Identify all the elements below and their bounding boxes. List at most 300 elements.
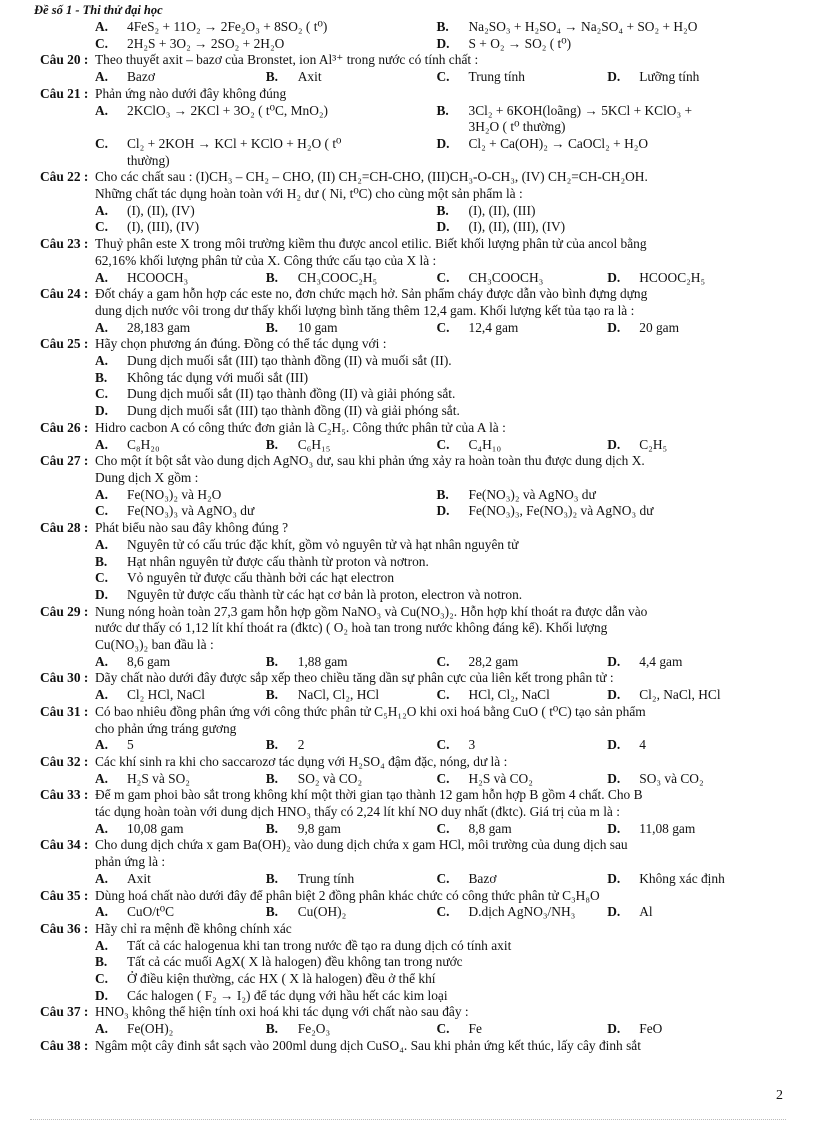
option-text: 20 gam: [639, 319, 680, 335]
option-label: A.: [95, 202, 109, 218]
question-text: HNO₃ không thể hiện tính oxi hoá khi tác dụng với chất nào sau đây :: [95, 1004, 469, 1020]
option-text: Trung tính: [297, 870, 355, 886]
option-group: [95, 771, 778, 788]
option-item: [437, 871, 608, 888]
option-group: [95, 19, 778, 36]
question-text: Cho dung dịch chứa x gam Ba(OH)₂ vào dung dịch chứa x gam HCl, môi trường của dung dịch sau: [95, 837, 628, 853]
option-item: [266, 821, 437, 838]
option-label: [95, 119, 117, 136]
option-label: A.: [95, 69, 109, 85]
option-label: B.: [265, 1021, 279, 1037]
question-continuation: [40, 854, 778, 871]
option-text: Trung tính: [468, 69, 525, 85]
option-label: A.: [95, 353, 109, 369]
option-group: [95, 69, 778, 86]
question-text: Theo thuyết axit – bazơ của Bronstet, ion Al³⁺ trong nước có tính chất :: [95, 52, 479, 68]
option-text: Fe(NO₃)₂ và H₂O: [127, 486, 222, 502]
option-item: [266, 69, 437, 86]
question-number: Câu 21 :: [40, 85, 89, 101]
question-number: Câu 27 :: [40, 453, 89, 469]
option-item: [607, 871, 778, 888]
option-text: Axit: [297, 69, 322, 85]
option-text: SO₃ và CO₂: [639, 770, 704, 786]
option-group: [95, 871, 778, 888]
option-text: 3H₂O ( t⁰ thường): [468, 119, 566, 135]
question-text: Phản ứng nào dưới đây không đúng: [95, 85, 287, 101]
option-text: 2H₂S + 3O₂ → 2SO₂ + 2H₂O: [127, 35, 285, 51]
option-item: [607, 654, 778, 671]
question-number: Câu 36 :: [40, 920, 89, 936]
option-label: A.: [95, 19, 109, 34]
question-row: [40, 754, 778, 771]
option-label: A.: [95, 269, 109, 285]
option-item: [95, 1021, 266, 1038]
option-group: [95, 219, 778, 236]
option-item: [95, 487, 437, 504]
option-item: [437, 771, 608, 788]
option-item: [607, 270, 778, 287]
option-item: [95, 153, 437, 170]
option-item: [437, 821, 608, 838]
option-text: Na₂SO₃ + H₂SO₄ → Na₂SO₄ + SO₂ + H₂O: [468, 19, 698, 34]
option-label: D.: [436, 219, 450, 235]
option-text: (I), (II), (IV): [127, 202, 195, 218]
option-label: D.: [607, 653, 621, 669]
option-label: D.: [436, 503, 450, 519]
option-group: [95, 119, 778, 136]
option-label: D.: [95, 987, 109, 1003]
option-item: [607, 437, 778, 454]
option-label: B.: [436, 19, 449, 34]
option-text: Cu(OH)₂: [297, 904, 347, 920]
option-text: C₆H₁₅: [297, 436, 331, 452]
question-number: Câu 31 :: [40, 703, 89, 719]
option-item: [437, 136, 779, 153]
options-row: [40, 69, 778, 86]
option-label: C.: [436, 904, 450, 920]
option-text: 1,88 gam: [297, 653, 348, 669]
question-row: [40, 1038, 778, 1055]
option-text: Dung dịch muối sắt (II) tạo thành đồng (II) và giải phóng sắt.: [127, 386, 456, 402]
option-text: CuO/t⁰C: [127, 904, 175, 920]
option-label: B.: [265, 870, 279, 886]
question-number: Câu 23 :: [40, 236, 89, 252]
option-item: [607, 687, 778, 704]
question-text: cho phản ứng tráng gương: [95, 720, 237, 736]
question-row: [40, 921, 778, 938]
option-text: 2KClO₃ → 2KCl + 3O₂ ( t⁰C, MnO₂): [127, 102, 329, 118]
option-group: [95, 954, 778, 971]
option-label: C.: [95, 219, 109, 235]
question-text: nước dư thấy có 1,12 lít khí thoát ra (đktc) ( O₂ hoà tan trong nước không đáng kể). Khối lượng: [95, 620, 608, 636]
options-row: [40, 587, 778, 604]
question-number: Câu 30 :: [40, 670, 89, 686]
option-text: Không xác định: [639, 870, 725, 886]
option-text: Fe(OH)₂: [127, 1021, 174, 1037]
option-item: [95, 36, 437, 53]
option-item: [95, 69, 266, 86]
option-group: [95, 136, 778, 153]
option-item: [266, 871, 437, 888]
option-label: A.: [95, 937, 109, 953]
question-row: [40, 169, 778, 186]
option-text: NaCl, Cl₂, HCl: [297, 687, 380, 703]
option-item: [266, 270, 437, 287]
question-number: Câu 29 :: [40, 603, 89, 619]
question-continuation: [40, 620, 778, 637]
question-number: Câu 35 :: [40, 887, 89, 903]
option-text: Lưỡng tính: [639, 69, 700, 85]
option-label: C.: [436, 687, 450, 703]
options-row: [40, 487, 778, 504]
option-group: [95, 370, 778, 387]
options-row: [40, 136, 778, 153]
question-text: Để m gam phoi bào sắt trong không khí một thời gian tạo thành 12 gam hỗn hợp B gồm 4 chất. Cho B: [95, 787, 643, 803]
question-row: [40, 787, 778, 804]
option-label: [437, 119, 459, 136]
option-item: [95, 386, 778, 403]
option-text: Axit: [127, 870, 151, 886]
option-text: CH₃COOC₂H₅: [297, 269, 378, 285]
option-group: [95, 821, 778, 838]
option-text: SO₂ và CO₂: [297, 770, 363, 786]
option-item: [437, 687, 608, 704]
question-text: Thuỷ phân este X trong môi trường kiềm thu được ancol etilic. Biết khối lượng phân tử của ancol bằng: [95, 236, 647, 252]
option-item: [95, 570, 778, 587]
option-text: Vỏ nguyên tử được cấu thành bởi các hạt electron: [127, 570, 395, 586]
option-item: [437, 503, 779, 520]
option-text: 28,183 gam: [127, 319, 191, 335]
option-item: [266, 320, 437, 337]
option-label: A.: [95, 1021, 109, 1037]
option-item: [437, 437, 608, 454]
option-label: C.: [436, 820, 450, 836]
options-row: [40, 386, 778, 403]
option-label: D.: [95, 586, 109, 602]
question-continuation: [40, 804, 778, 821]
option-item: [266, 904, 437, 921]
option-label: B.: [95, 369, 108, 385]
options-row: [40, 437, 778, 454]
option-label: D.: [607, 904, 621, 920]
option-text: Tất cả các halogenua khi tan trong nước đề tạo ra dung dịch có tính axit: [127, 937, 512, 953]
option-label: B.: [265, 770, 279, 786]
option-group: [95, 554, 778, 571]
option-text: 10,08 gam: [127, 820, 184, 836]
option-label: D.: [607, 737, 621, 753]
options-row: [40, 554, 778, 571]
option-label: A.: [95, 319, 109, 335]
option-label: D.: [607, 269, 621, 285]
option-text: HCOOC₂H₅: [639, 269, 706, 285]
option-item: [437, 904, 608, 921]
question-row: [40, 52, 778, 69]
option-label: B.: [265, 269, 279, 285]
options-row: [40, 320, 778, 337]
footer-divider: [30, 1119, 786, 1120]
question-text: Ngâm một cây đinh sắt sạch vào 200ml dung dịch CuSO₄. Sau khi phản ứng kết thúc, lấy cây đinh sắt: [95, 1037, 641, 1053]
option-item: [437, 69, 608, 86]
option-group: [95, 938, 778, 955]
option-item: [95, 954, 778, 971]
option-item: [95, 503, 437, 520]
option-text: Fe: [468, 1021, 482, 1037]
option-label: D.: [607, 1021, 621, 1037]
option-label: A.: [95, 536, 109, 552]
option-item: [437, 203, 779, 220]
option-group: [95, 270, 778, 287]
question-row: [40, 604, 778, 621]
option-item: [437, 219, 779, 236]
question-row: [40, 704, 778, 721]
question-text: tác dụng hoàn toàn với dung dịch HNO₃ thấy có 2,24 lít khí NO duy nhất (đktc). Giá trị của m là :: [95, 804, 620, 820]
question-number: Câu 37 :: [40, 1004, 89, 1020]
option-group: [95, 971, 778, 988]
option-label: C.: [436, 269, 450, 285]
question-row: [40, 236, 778, 253]
option-item: [607, 1021, 778, 1038]
option-label: A.: [95, 737, 109, 753]
option-item: [607, 771, 778, 788]
option-label: C.: [436, 737, 450, 753]
options-row: [40, 153, 778, 170]
option-item: [437, 103, 779, 120]
option-text: [117, 119, 437, 136]
option-item: [437, 737, 608, 754]
option-label: C.: [436, 653, 450, 669]
option-text: (I), (II), (III): [468, 202, 536, 218]
option-label: D.: [607, 870, 621, 886]
option-text: Cl₂ + 2KOH → KCl + KClO + H₂O ( t⁰: [127, 135, 342, 151]
option-group: [95, 503, 778, 520]
option-item: [607, 904, 778, 921]
page-header: Đề số 1 - Thi thử đại học: [34, 3, 163, 17]
option-text: 5: [127, 737, 134, 753]
question-row: [40, 670, 778, 687]
option-item: [266, 654, 437, 671]
option-label: C.: [436, 436, 450, 452]
question-text: 62,16% khối lượng phân tử của X. Công thức cấu tạo của X là :: [95, 252, 437, 268]
question-continuation: [40, 253, 778, 270]
option-label: D.: [607, 770, 621, 786]
option-group: [95, 36, 778, 53]
option-group: [95, 153, 778, 170]
option-label: A.: [95, 486, 109, 502]
option-item: [437, 119, 779, 136]
option-label: A.: [95, 102, 109, 118]
option-item: [95, 871, 266, 888]
option-item: [95, 821, 266, 838]
question-text: Phát biểu nào sau đây không đúng ?: [95, 520, 289, 536]
question-row: [40, 86, 778, 103]
option-label: C.: [95, 135, 109, 151]
option-text: Bazơ: [127, 69, 155, 85]
option-item: [437, 36, 779, 53]
options-row: [40, 370, 778, 387]
options-row: [40, 119, 778, 136]
option-text: 8,8 gam: [468, 820, 512, 836]
question-number: Câu 20 :: [40, 52, 89, 68]
option-text: Dung dịch muối sắt (III) tạo thành đồng (II) và giải phóng sắt.: [127, 403, 460, 419]
option-label: B.: [95, 954, 108, 970]
options-row: [40, 19, 778, 36]
option-item: [95, 554, 778, 571]
option-item: [95, 270, 266, 287]
question-number: Câu 26 :: [40, 419, 89, 435]
option-group: [95, 403, 778, 420]
option-label: B.: [265, 737, 279, 753]
option-label: D.: [607, 687, 621, 703]
question-text: Cho các chất sau : (I)CH₃ – CH₂ – CHO, (II) CH₂=CH-CHO, (III)CH₃-O-CH₃, (IV) CH₂=CH-CH₂OH.: [95, 169, 648, 185]
option-group: [95, 904, 778, 921]
question-row: [40, 520, 778, 537]
option-text: Dung dịch muối sắt (III) tạo thành đồng (II) và muối sắt (II).: [127, 353, 452, 369]
question-number: Câu 28 :: [40, 520, 89, 536]
options-row: [40, 904, 778, 921]
question-row: [40, 420, 778, 437]
option-item: [95, 203, 437, 220]
option-text: C₂H₅: [639, 436, 668, 452]
question-row: [40, 837, 778, 854]
option-text: Cl₂ HCl, NaCl: [127, 687, 205, 703]
option-text: thường): [127, 152, 170, 168]
option-item: [266, 737, 437, 754]
options-row: [40, 954, 778, 971]
option-group: [95, 203, 778, 220]
option-text: FeO: [639, 1021, 663, 1037]
option-text: S + O₂ → SO₂ ( t⁰): [468, 35, 572, 51]
options-row: [40, 1021, 778, 1038]
option-text: HCOOCH₃: [127, 269, 189, 285]
option-label: C.: [95, 386, 109, 402]
option-text: Nguyên tử có cấu trúc đặc khít, gồm vỏ nguyên tử và hạt nhân nguyên tử: [127, 536, 519, 552]
option-label: B.: [265, 687, 279, 703]
option-item: [95, 654, 266, 671]
options-row: [40, 771, 778, 788]
question-continuation: [40, 721, 778, 738]
option-text: Fe(NO₃)₃ và AgNO₃ dư: [127, 503, 255, 519]
page-number: 2: [776, 1088, 783, 1103]
option-text: (I), (II), (III), (IV): [468, 219, 566, 235]
option-text: 2: [297, 737, 305, 753]
question-text: Hãy chọn phương án đúng. Đồng có thể tác dụng với :: [95, 336, 387, 352]
question-continuation: [40, 186, 778, 203]
option-label: A.: [95, 653, 109, 669]
question-number: Câu 24 :: [40, 286, 89, 302]
option-group: [95, 487, 778, 504]
option-text: C₄H₁₀: [468, 436, 502, 452]
option-item: [437, 487, 779, 504]
question-text: dung dịch nước vôi trong dư thấy khối lượng bình tăng thêm 12,4 gam. Khối lượng kết tủa tạo ra là :: [95, 302, 635, 318]
option-text: Bazơ: [468, 870, 497, 886]
option-label: B.: [265, 904, 279, 920]
question-text: phản ứng là :: [95, 854, 166, 870]
options-row: [40, 654, 778, 671]
option-label: B.: [265, 653, 279, 669]
option-label: C.: [95, 503, 109, 519]
options-row: [40, 353, 778, 370]
option-label: C.: [436, 1021, 450, 1037]
option-text: Cl₂, NaCl, HCl: [639, 687, 721, 703]
option-label: D.: [607, 436, 621, 452]
question-text: Các khí sinh ra khi cho saccarozơ tác dụng với H₂SO₄ đậm đặc, nóng, dư là :: [95, 753, 508, 769]
option-label: C.: [95, 570, 109, 586]
option-item: [607, 821, 778, 838]
question-text: Cu(NO₃)₂ ban đầu là :: [95, 637, 214, 653]
option-text: Hạt nhân nguyên tử được cấu thành từ proton và nơtron.: [127, 553, 429, 569]
option-label: C.: [95, 971, 109, 987]
option-item: [437, 270, 608, 287]
options-row: [40, 871, 778, 888]
option-text: 12,4 gam: [468, 319, 519, 335]
option-text: Fe(NO₃)₃, Fe(NO₃)₂ và AgNO₃ dư: [468, 503, 654, 519]
option-item: [95, 437, 266, 454]
option-group: [95, 737, 778, 754]
question-number: Câu 22 :: [40, 169, 89, 185]
option-item: [95, 737, 266, 754]
option-item: [95, 353, 778, 370]
question-number: Câu 25 :: [40, 336, 89, 352]
option-item: [95, 971, 778, 988]
option-label: D.: [95, 403, 109, 419]
option-group: [95, 587, 778, 604]
option-label: [95, 153, 117, 170]
option-label: C.: [436, 770, 450, 786]
options-row: [40, 988, 778, 1005]
option-text: Al: [639, 904, 653, 920]
option-text: Ở điều kiện thường, các HX ( X là halogen) đều ở thể khí: [127, 971, 436, 987]
option-label: A.: [95, 770, 109, 786]
question-text: Dung dịch X gồm :: [95, 469, 199, 485]
option-label: B.: [436, 202, 449, 218]
option-label: D.: [607, 820, 621, 836]
option-label: D.: [436, 135, 450, 151]
option-text: 9,8 gam: [297, 820, 341, 836]
question-text: Những chất tác dụng hoàn toàn với H₂ dư ( Ni, t⁰C) cho cùng một sản phẩm là :: [95, 186, 523, 202]
option-label: D.: [436, 35, 450, 51]
options-row: [40, 270, 778, 287]
question-row: [40, 453, 778, 470]
option-text: Tất cả các muối AgX( X là halogen) đều không tan trong nước: [127, 954, 463, 970]
option-text: HCl, Cl₂, NaCl: [468, 687, 550, 703]
question-continuation: [40, 303, 778, 320]
option-item: [437, 654, 608, 671]
option-label: D.: [607, 69, 621, 85]
option-text: 4FeS₂ + 11O₂ → 2Fe₂O₃ + 8SO₂ ( t⁰): [127, 19, 328, 34]
option-text: Fe₂O₃: [297, 1021, 331, 1037]
option-item: [95, 771, 266, 788]
options-row: [40, 537, 778, 554]
option-text: 10 gam: [297, 319, 338, 335]
options-row: [40, 570, 778, 587]
option-group: [95, 437, 778, 454]
option-group: [95, 386, 778, 403]
question-text: Cho một ít bột sắt vào dung dịch AgNO₃ dư, sau khi phản ứng xảy ra hoàn toàn thu được dung dịch X.: [95, 453, 645, 469]
option-group: [95, 570, 778, 587]
option-group: [95, 654, 778, 671]
question-continuation: [40, 470, 778, 487]
options-row: [40, 938, 778, 955]
option-item: [266, 1021, 437, 1038]
option-text: [459, 153, 779, 170]
option-text: H₂S và CO₂: [468, 770, 533, 786]
options-row: [40, 821, 778, 838]
option-text: 3: [468, 737, 476, 753]
option-group: [95, 103, 778, 120]
option-label: B.: [265, 69, 279, 85]
option-label: C.: [436, 319, 450, 335]
option-item: [95, 320, 266, 337]
